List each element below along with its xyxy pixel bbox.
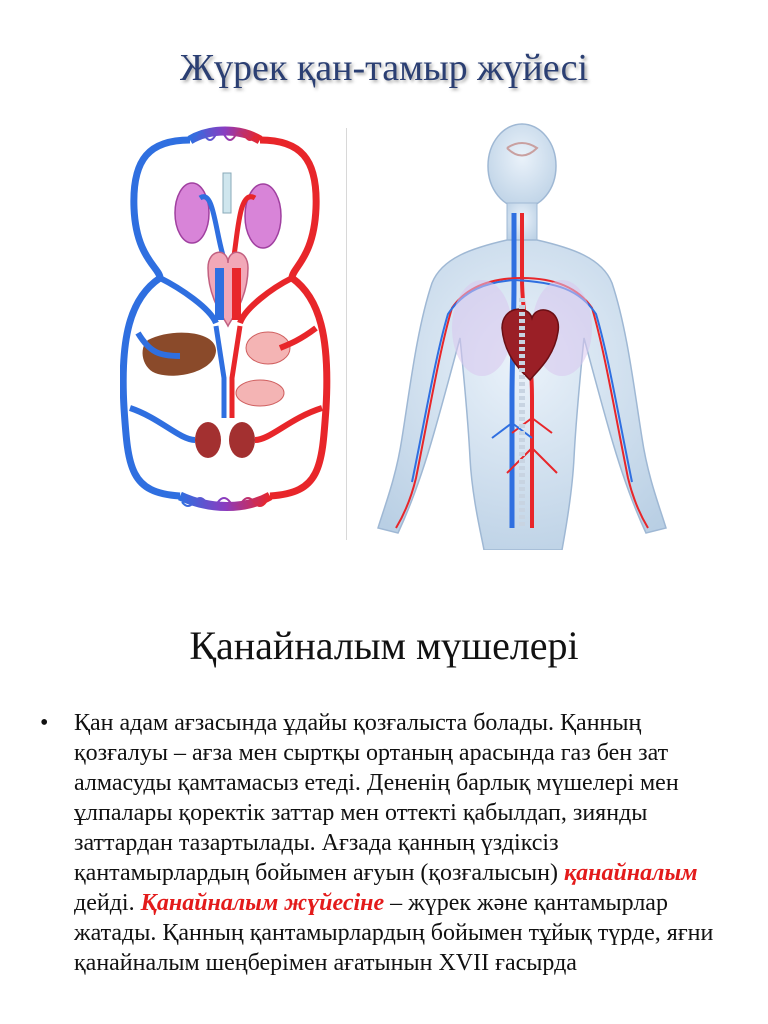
highlight-term-circulatory-system: Қанайналым жүйесіне — [140, 890, 385, 916]
paragraph-text-1: Қан адам ағзасында ұдайы қозғалыста болады. Қанның қозғалуы – ағза мен сыртқы ортаның арасында газ бен зат алмасуды қамтамасыз етеді. Дененің барлық мүшелері мен ұлпалары қоректік заттар мен оттекті қабылдап, зиянды заттардан тазартылады. Ағзада қанның үздіксіз қантамырлардың бойымен ағуын (қозғалысын) — [74, 710, 679, 886]
paragraph-text-3: – жүрек және қантамырлар жатады. Қанның қантамырлардың бойымен тұйық түрде, яғни қанайналым шеңберімен ағатынын XVII ғасырда — [74, 890, 714, 976]
circulation-diagram — [120, 118, 335, 528]
section-heading: Қанайналым мүшелері — [189, 623, 579, 668]
bullet-item — [30, 708, 736, 978]
image-divider — [346, 128, 347, 540]
highlight-term-circulation: қанайналым — [563, 860, 698, 886]
bullet-marker: • — [40, 710, 49, 736]
slide-title: Жүрек қан-тамыр жүйесі — [179, 47, 589, 89]
human-circulatory-figure — [372, 118, 668, 550]
paragraph-text-2: дейді. — [74, 890, 141, 916]
bullet-paragraph — [74, 708, 736, 978]
